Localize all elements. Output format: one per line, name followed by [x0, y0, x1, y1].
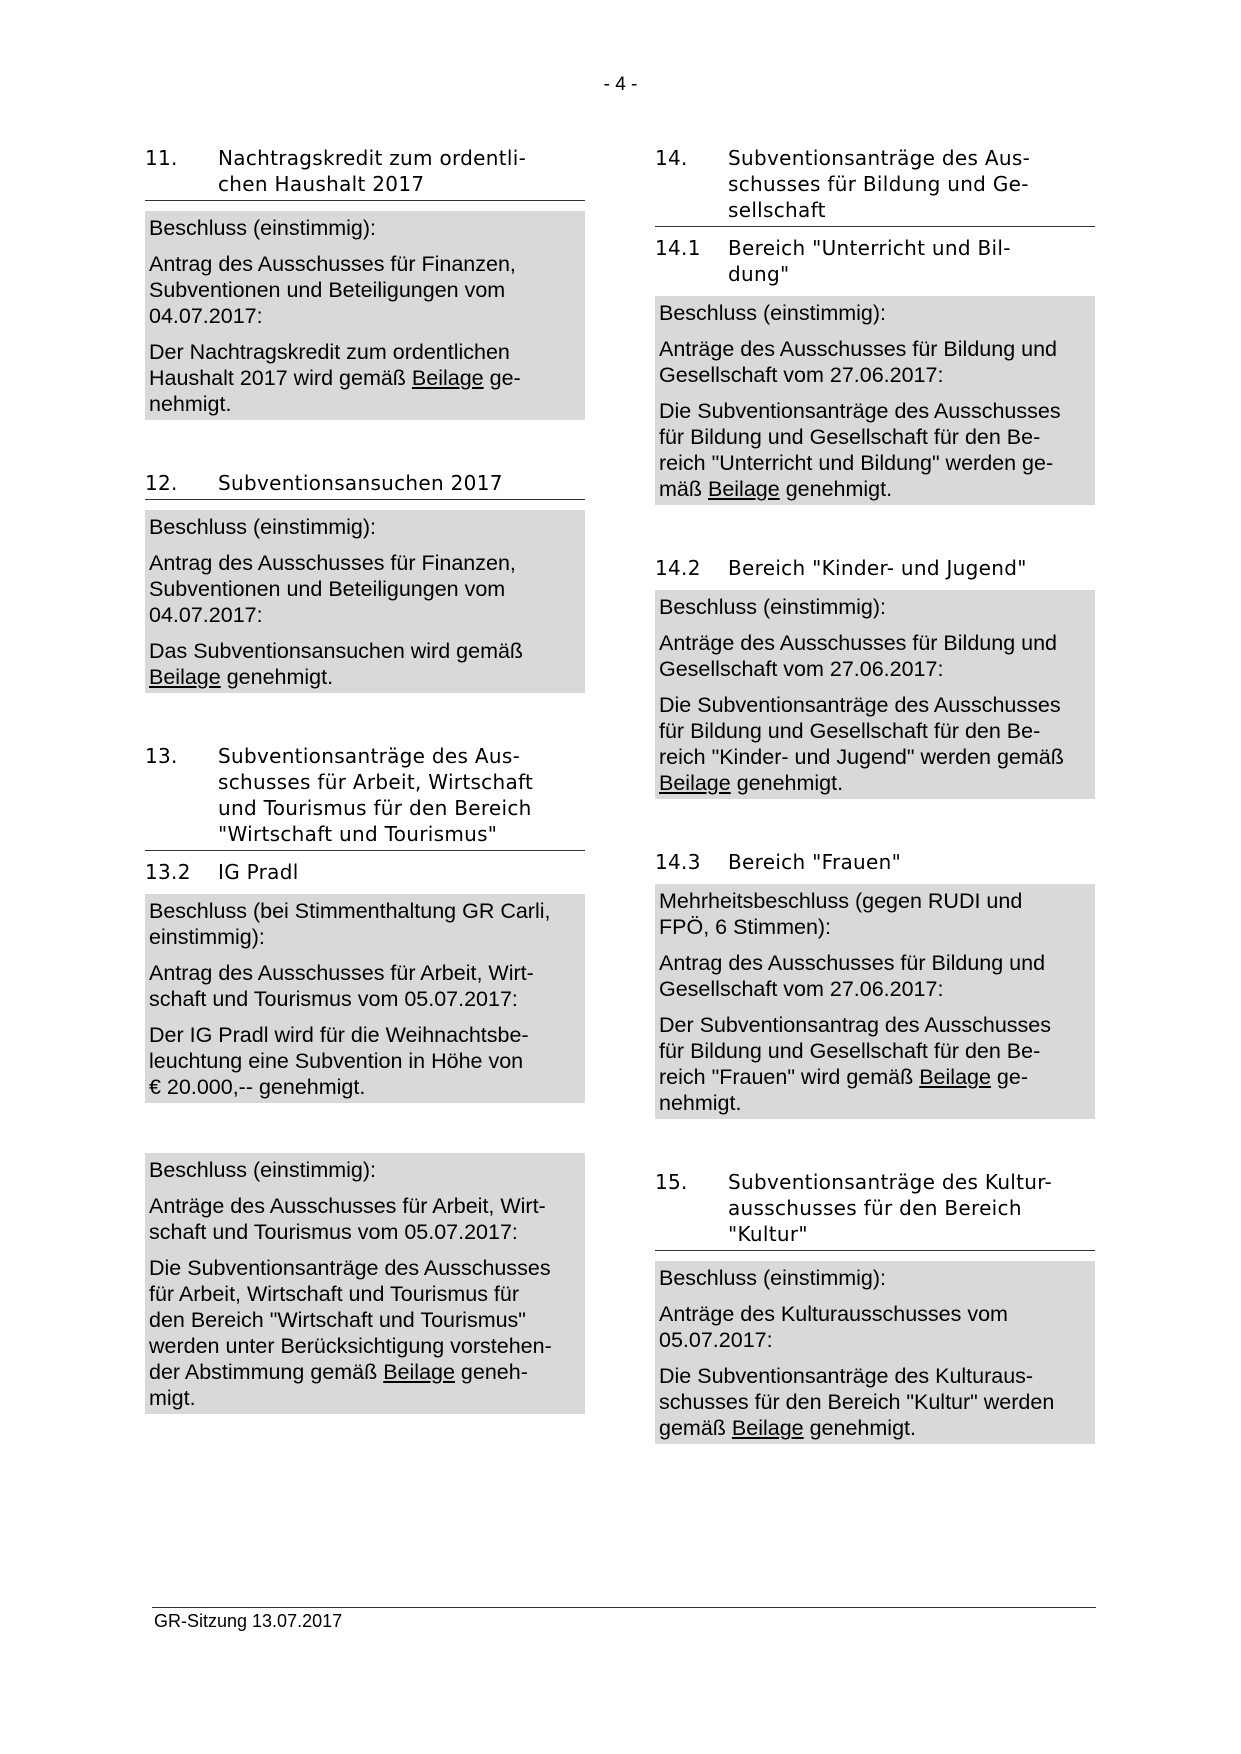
beilage-link[interactable]: Beilage — [383, 1360, 455, 1384]
item-heading — [145, 743, 585, 851]
left-column — [145, 145, 585, 1414]
decision-box — [145, 894, 585, 1103]
motion-text: Antrag des Ausschusses für Arbeit, Wirt- schaft und Tourismus vom 05.07.2017: — [149, 961, 534, 1011]
decision-label: Mehrheitsbeschluss (gegen RUDI und FPÖ, 6 Stimmen): — [659, 889, 1023, 939]
decision-label: Beschluss (bei Stimmenthaltung GR Carli, einstimmig): — [149, 899, 551, 949]
decision-label: Beschluss (einstimmig): — [659, 301, 886, 325]
beilage-link[interactable]: Beilage — [731, 1416, 804, 1440]
motion-text: Anträge des Ausschusses für Bildung und Gesellschaft vom 27.06.2017: — [659, 337, 1058, 387]
motion-text: Anträge des Kulturausschusses vom 05.07.2017: — [659, 1302, 1008, 1352]
beilage-link[interactable]: Beilage — [149, 665, 221, 689]
item-title: Subventionsanträge des Aus- schusses für Bildung und Ge- sellschaft — [728, 146, 1031, 222]
result-text: Der Subventionsantrag des Ausschusses für Bildung und Gesellschaft für den Be- reich "Frauen" wird gemäß Beilage ge- nehmigt. — [659, 1013, 1052, 1115]
item-heading — [145, 145, 585, 201]
decision-label: Beschluss (einstimmig): — [659, 595, 886, 619]
page-number: - 4 - — [603, 74, 638, 95]
sub-item-heading — [655, 849, 1095, 878]
decision-label: Beschluss (einstimmig): — [149, 1158, 376, 1182]
decision-box — [655, 296, 1095, 505]
beilage-link[interactable]: Beilage — [707, 477, 780, 501]
item-number: 11. — [145, 146, 178, 170]
decision-box — [145, 211, 585, 420]
item-title: Subventionsansuchen 2017 — [218, 471, 503, 495]
result-text: Das Subventionsansuchen wird gemäß Beilage genehmigt. — [149, 639, 524, 689]
result-text: Die Subventionsanträge des Ausschusses für Bildung und Gesellschaft für den Be- reich "Kinder- und Jugend" werden gemäß Beilage genehmigt. — [659, 693, 1064, 795]
agenda-item-14 — [655, 145, 1095, 227]
sub-item-title: Bereich "Unterricht und Bil- dung" — [728, 236, 1011, 286]
decision-label: Beschluss (einstimmig): — [659, 1266, 886, 1290]
agenda-item-15 — [655, 1169, 1095, 1444]
motion-text: Anträge des Ausschusses für Arbeit, Wirt- schaft und Tourismus vom 05.07.2017: — [149, 1194, 546, 1244]
sub-item-title: IG Pradl — [218, 860, 299, 884]
footer-divider — [152, 1607, 1096, 1608]
item-number: 14. — [655, 146, 688, 170]
item-title: Subventionsanträge des Kultur- ausschusses für den Bereich "Kultur" — [728, 1170, 1053, 1246]
result-text: Der Nachtragskredit zum ordentlichen Haushalt 2017 wird gemäß Beilage ge- nehmigt. — [149, 340, 521, 416]
decision-box — [655, 884, 1095, 1119]
decision-label: Beschluss (einstimmig): — [149, 216, 376, 240]
motion-text: Antrag des Ausschusses für Finanzen, Subventionen und Beteiligungen vom 04.07.2017: — [149, 551, 516, 627]
item-number: 12. — [145, 471, 178, 495]
decision-label: Beschluss (einstimmig): — [149, 515, 376, 539]
beilage-link[interactable]: Beilage — [919, 1065, 991, 1089]
motion-text: Anträge des Ausschusses für Bildung und Gesellschaft vom 27.06.2017: — [659, 631, 1058, 681]
right-column — [655, 145, 1095, 1444]
item-heading — [655, 145, 1095, 227]
agenda-item-13 — [145, 743, 585, 1414]
agenda-item-12 — [145, 470, 585, 693]
decision-box — [655, 1261, 1095, 1444]
item-number: 15. — [655, 1170, 688, 1194]
item-heading — [145, 470, 585, 500]
result-text: Die Subventionsanträge des Ausschusses für Bildung und Gesellschaft für den Be- reich "Unterricht und Bildung" werden ge- mäß Beilage genehmigt. — [659, 399, 1061, 501]
sub-item-number: 14.2 — [655, 556, 701, 580]
motion-text: Antrag des Ausschusses für Finanzen, Subventionen und Beteiligungen vom 04.07.2017: — [149, 252, 516, 328]
result-text: Der IG Pradl wird für die Weihnachtsbe- leuchtung eine Subvention in Höhe von € 20.000,-- genehmigt. — [149, 1023, 529, 1099]
motion-text: Antrag des Ausschusses für Bildung und Gesellschaft vom 27.06.2017: — [659, 951, 1046, 1001]
result-text: Die Subventionsanträge des Ausschusses für Arbeit, Wirtschaft und Tourismus für den Bereich "Wirtschaft und Tourismus" werden unter Berücksichtigung vorstehen- der Abstimmung gemäß Beilage geneh- migt. — [149, 1256, 552, 1410]
beilage-link[interactable]: Beilage — [659, 771, 731, 795]
footer-session-date: GR-Sitzung 13.07.2017 — [154, 1611, 343, 1631]
sub-item-number: 13.2 — [145, 860, 191, 884]
item-heading — [655, 1169, 1095, 1251]
sub-item-heading — [655, 555, 1095, 584]
decision-box — [655, 590, 1095, 799]
agenda-item-14-2 — [655, 555, 1095, 799]
decision-box — [145, 510, 585, 693]
sub-item-number: 14.1 — [655, 236, 701, 260]
item-number: 13. — [145, 744, 178, 768]
agenda-item-11 — [145, 145, 585, 420]
sub-item-title: Bereich "Kinder- und Jugend" — [728, 556, 1027, 580]
agenda-item-14-1 — [655, 235, 1095, 505]
sub-item-title: Bereich "Frauen" — [728, 850, 902, 874]
decision-box — [145, 1153, 585, 1414]
agenda-item-14-3 — [655, 849, 1095, 1119]
result-text: Die Subventionsanträge des Kulturaus- schusses für den Bereich "Kultur" werden gemäß Beilage genehmigt. — [659, 1364, 1055, 1440]
item-title: Nachtragskredit zum ordentli- chen Haushalt 2017 — [218, 146, 527, 196]
beilage-link[interactable]: Beilage — [411, 366, 484, 390]
sub-item-heading — [655, 235, 1095, 290]
item-title: Subventionsanträge des Aus- schusses für Arbeit, Wirtschaft und Tourismus für den Bereich "Wirtschaft und Tourismus" — [218, 744, 534, 846]
sub-item-number: 14.3 — [655, 850, 701, 874]
sub-item-heading — [145, 859, 585, 888]
